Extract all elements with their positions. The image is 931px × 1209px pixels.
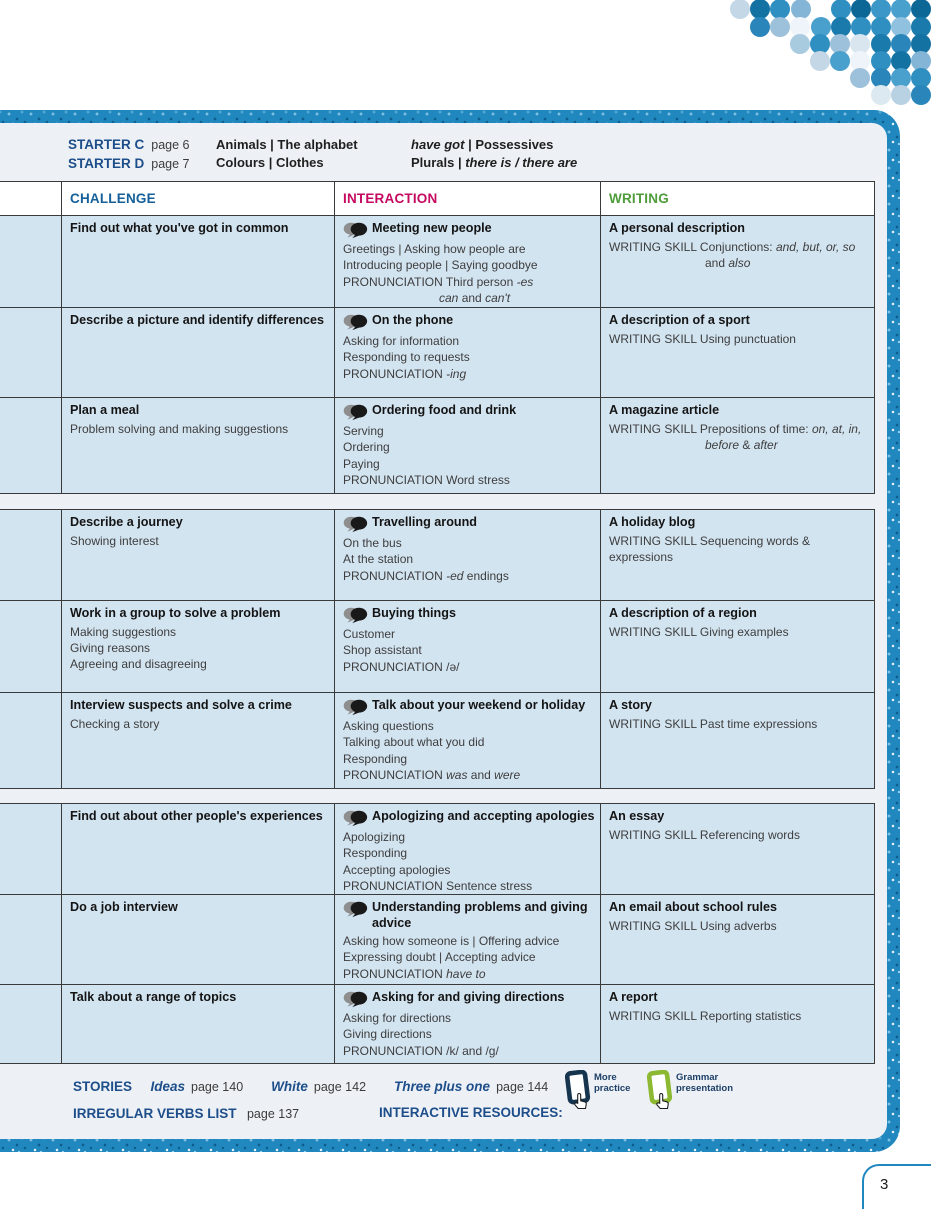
starter-item (68, 136, 189, 155)
cell-line: PRONUNCIATION /ə/ (343, 659, 460, 674)
interaction-cell (334, 307, 600, 397)
cell-title: Ordering food and drink (343, 403, 595, 421)
cell-title: Find out about other people's experiences (70, 809, 323, 823)
unit-number-cell (0, 397, 61, 493)
page-panel (0, 110, 900, 1152)
writing-cell (600, 804, 874, 894)
interactive-resources-label: INTERACTIVE RESOURCES: (379, 1105, 563, 1120)
cell-line: Responding to requests (343, 350, 470, 365)
cell-line: PRONUNCIATION Third person -es (343, 274, 534, 289)
dot-pattern-decoration (700, 0, 931, 108)
page-inner (0, 123, 887, 1139)
speech-bubble-icon (343, 991, 368, 1008)
writing-cell (600, 984, 874, 1063)
cell-line: Shop assistant (343, 643, 422, 658)
cell-title: A story (609, 698, 652, 712)
interaction-cell (334, 984, 600, 1063)
cell-line: before & after (705, 437, 778, 452)
cell-line: Serving (343, 424, 384, 438)
challenge-cell (61, 215, 334, 307)
cell-title: Interview suspects and solve a crime (70, 698, 292, 712)
cell-line: Ordering (343, 440, 390, 455)
cell-title: Buying things (343, 606, 595, 624)
cell-line: Accepting apologies (343, 862, 451, 877)
cell-title: A holiday blog (609, 515, 696, 529)
cell-line: PRONUNCIATION /k/ and /ɡ/ (343, 1043, 499, 1058)
syllabus-table-block-1 (0, 181, 875, 494)
cell-title: Describe a journey (70, 515, 183, 529)
cell-line: Expressing doubt | Accepting advice (343, 950, 536, 965)
cell-title: A report (609, 990, 658, 1004)
interaction-cell (334, 894, 600, 984)
cell-line: WRITING SKILL Using punctuation (609, 331, 796, 346)
speech-bubble-icon (343, 901, 368, 918)
cell-line: PRONUNCIATION Word stress (343, 473, 510, 488)
page-number-tab (862, 1164, 931, 1209)
syllabus-table-block-2 (0, 509, 875, 789)
cell-line: Asking questions (343, 719, 434, 733)
story-page: page 144 (496, 1080, 549, 1094)
cell-line: Giving directions (343, 1027, 432, 1042)
unit-number-cell (0, 984, 61, 1063)
starter-label: STARTER C (68, 137, 145, 152)
cell-line: Showing interest (70, 533, 159, 548)
unit-number-cell (0, 692, 61, 788)
cell-title: Describe a picture and identify differences (70, 313, 325, 327)
interaction-cell (334, 397, 600, 493)
cell-title: A description of a region (609, 606, 757, 620)
speech-bubble-icon (343, 314, 368, 331)
cell-title: Find out what you've got in common (70, 221, 289, 235)
starter-label: STARTER D (68, 155, 145, 171)
story-title: Three plus one (394, 1079, 491, 1094)
cell-title: Understanding problems and giving advice (343, 900, 595, 931)
story-title: Ideas (150, 1079, 186, 1094)
column-header-writing (600, 182, 874, 215)
footer-stories-line (73, 1078, 548, 1096)
cell-title: Work in a group to solve a problem (70, 606, 281, 620)
starter-header-topics (216, 136, 358, 171)
more-practice-icon (565, 1070, 630, 1110)
cell-line: Asking for directions (343, 1011, 452, 1025)
cell-line: Asking for information (343, 334, 460, 348)
cell-line: On the bus (343, 536, 402, 550)
unit-number-cell (0, 510, 61, 600)
column-header-label: INTERACTION (343, 191, 438, 206)
cell-line: PRONUNCIATION was and were (343, 768, 521, 783)
interaction-cell (334, 215, 600, 307)
cell-line: WRITING SKILL Past time expressions (609, 716, 818, 731)
story-title: White (271, 1079, 308, 1094)
cell-line: WRITING SKILL Giving examples (609, 624, 789, 639)
cell-line: Customer (343, 627, 396, 641)
cell-line: PRONUNCIATION -ed endings (343, 568, 509, 583)
interaction-cell (334, 600, 600, 692)
cell-line: Responding (343, 751, 408, 766)
writing-cell (600, 510, 874, 600)
starter-topic: Animals | The alphabet (216, 137, 358, 152)
cell-line: PRONUNCIATION have to (343, 966, 486, 981)
writing-cell (600, 600, 874, 692)
column-header-label: WRITING (609, 191, 669, 206)
cell-line: WRITING SKILL Prepositions of time: on, at, in, (609, 421, 862, 436)
starter-header-grammar (411, 136, 577, 171)
resource-label: Grammar presentation (676, 1072, 734, 1094)
resource-label: More practice (594, 1072, 631, 1094)
interaction-cell (334, 692, 600, 788)
grammar-presentation-icon (647, 1070, 733, 1110)
cell-line: Responding (343, 846, 408, 861)
cell-line: can and can't (439, 291, 511, 306)
interaction-cell (334, 804, 600, 894)
cell-title: Apologizing and accepting apologies (343, 809, 595, 827)
cell-title: Talk about your weekend or holiday (343, 698, 595, 716)
stories-label: STORIES (73, 1079, 133, 1094)
starter-grammar: have got | Possessives (411, 137, 554, 152)
cell-line: Problem solving and making suggestions (70, 421, 289, 436)
cell-title: A magazine article (609, 403, 720, 417)
cell-title: Asking for and giving directions (343, 990, 595, 1008)
challenge-cell (61, 894, 334, 984)
starter-grammar: Plurals | there is / there are (411, 154, 578, 170)
hand-cursor-icon (654, 1092, 671, 1111)
writing-cell (600, 397, 874, 493)
cell-line: WRITING SKILL Reporting statistics (609, 1008, 802, 1023)
story-page: page 142 (313, 1080, 367, 1094)
writing-cell (600, 307, 874, 397)
column-header-label: CHALLENGE (70, 191, 156, 206)
cell-title: Travelling around (343, 515, 595, 533)
cell-line: Making suggestions (70, 624, 177, 639)
challenge-cell (61, 692, 334, 788)
cell-line: Agreeing and disagreeing (70, 657, 207, 672)
syllabus-table-block-3 (0, 803, 875, 1064)
cell-line: Apologizing (343, 830, 406, 844)
challenge-cell (61, 804, 334, 894)
speech-bubble-icon (343, 810, 368, 827)
unit-number-cell (0, 215, 61, 307)
page-number: 3 (880, 1176, 889, 1193)
cell-title: A description of a sport (609, 313, 750, 327)
writing-cell (600, 215, 874, 307)
unit-number-header-cell (0, 182, 61, 215)
cell-line: and also (705, 255, 751, 270)
irregular-verbs-label: IRREGULAR VERBS LIST (73, 1106, 237, 1121)
footer-resources-line (73, 1105, 563, 1123)
column-header-interaction (334, 182, 600, 215)
cell-title: An essay (609, 809, 665, 823)
challenge-cell (61, 510, 334, 600)
cell-line: WRITING SKILL Sequencing words & expressions (609, 533, 810, 564)
cell-title: An email about school rules (609, 900, 777, 914)
hand-cursor-icon (572, 1092, 589, 1111)
cell-line: Talking about what you did (343, 735, 485, 750)
unit-number-cell (0, 804, 61, 894)
cell-line: Paying (343, 456, 380, 471)
cell-line: PRONUNCIATION Sentence stress (343, 879, 533, 894)
cell-line: Checking a story (70, 716, 160, 731)
challenge-cell (61, 984, 334, 1063)
interaction-cell (334, 510, 600, 600)
story-page: page 140 (191, 1080, 244, 1094)
cell-title: Talk about a range of topics (70, 990, 237, 1004)
cell-line: At the station (343, 552, 414, 567)
challenge-cell (61, 397, 334, 493)
unit-number-cell (0, 600, 61, 692)
cell-line: Greetings | Asking how people are (343, 242, 526, 256)
irregular-verbs-page: page 137 (246, 1107, 300, 1121)
unit-number-cell (0, 307, 61, 397)
cell-title: On the phone (343, 313, 595, 331)
cell-line: WRITING SKILL Using adverbs (609, 918, 777, 933)
cell-line: Giving reasons (70, 640, 151, 655)
cell-line: WRITING SKILL Conjunctions: and, but, or, so (609, 239, 856, 254)
cell-line: PRONUNCIATION -ing (343, 366, 467, 381)
speech-bubble-icon (343, 222, 368, 239)
cell-line: Asking how someone is | Offering advice (343, 934, 560, 948)
writing-cell (600, 894, 874, 984)
cell-title: Plan a meal (70, 403, 140, 417)
speech-bubble-icon (343, 607, 368, 624)
cell-line: WRITING SKILL Referencing words (609, 827, 800, 842)
challenge-cell (61, 600, 334, 692)
writing-cell (600, 692, 874, 788)
cell-title: A personal description (609, 221, 745, 235)
cell-line: Introducing people | Saying goodbye (343, 258, 538, 273)
column-header-challenge (61, 182, 334, 215)
speech-bubble-icon (343, 404, 368, 421)
speech-bubble-icon (343, 699, 368, 716)
starter-topic: Colours | Clothes (216, 154, 324, 170)
cell-title: Do a job interview (70, 900, 178, 914)
cell-title: Meeting new people (343, 221, 595, 239)
unit-number-cell (0, 894, 61, 984)
speech-bubble-icon (343, 516, 368, 533)
starter-item (68, 155, 189, 174)
starter-header-pages (68, 136, 189, 173)
challenge-cell (61, 307, 334, 397)
starter-page: page 7 (151, 156, 190, 171)
starter-page: page 6 (151, 138, 190, 152)
